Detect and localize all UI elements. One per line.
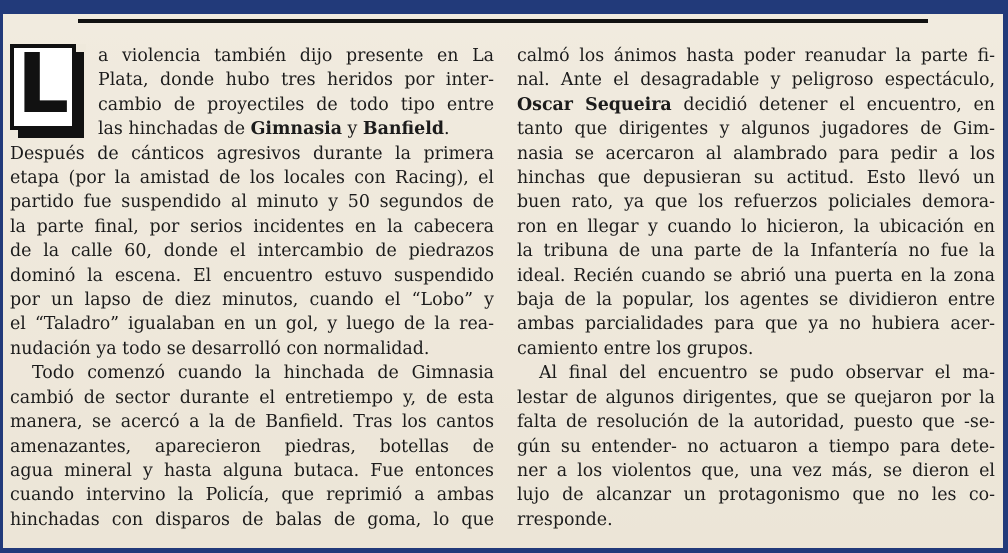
article-line: gún su entender- no actuaron a tiempo para dete-	[517, 436, 995, 457]
article-column-left	[10, 44, 494, 532]
article-line	[98, 117, 494, 141]
article-line: el “Taladro” igualaban en un gol, y luego de la rea-	[10, 314, 494, 335]
bold-name: Oscar Sequeira	[517, 94, 672, 115]
article-line: rresponde.	[517, 509, 613, 530]
article-line: hinchadas con disparos de balas de goma, lo que	[10, 509, 494, 530]
newspaper-clipping	[3, 14, 1003, 548]
drop-cap-letter: L	[16, 37, 70, 132]
article-line: agua mineral y hasta alguna butaca. Fue entonces	[10, 460, 494, 481]
top-rule	[78, 19, 928, 23]
article-line: lujo de alcanzar un protagonismo que no les co-	[517, 485, 995, 506]
article-line: cuando intervino la Policía, que reprimió a ambas	[10, 485, 494, 506]
article-line: Todo comenzó cuando la hinchada de Gimnasia	[32, 363, 494, 384]
bold-name: Gimnasia	[250, 119, 342, 140]
article-line: Al final del encuentro se pudo observar el ma-	[539, 363, 995, 384]
article-line: ideal. Recién cuando se abrió una puerta en la zona	[517, 265, 995, 286]
article-line: cambio de proyectiles de todo tipo entre	[98, 94, 494, 115]
article-line: calmó los ánimos hasta poder reanudar la parte fi-	[517, 46, 995, 66]
article-line: la parte final, por serios incidentes en la cabecera	[10, 216, 494, 237]
article-line: Plata, donde hubo tres heridos por inter-	[98, 70, 494, 91]
article-column-right	[517, 44, 995, 532]
article-line: la tribuna de una parte de la Infantería no fue la	[517, 241, 995, 262]
article-line: amenazantes, aparecieron piedras, botellas de	[10, 436, 494, 457]
article-line: a violencia también dijo presente en La	[98, 46, 494, 66]
article-line: etapa (por la amistad de los locales con Racing), el	[10, 168, 494, 189]
article-text: .	[443, 119, 450, 140]
article-line: manera, se acercó a la de Banfield. Tras los cantos	[10, 412, 494, 433]
article-line: baja de la popular, los agentes se dividieron entre	[517, 290, 995, 311]
article-line	[517, 93, 995, 117]
article-line: falta de resolución de la autoridad, puesto que -se-	[517, 412, 995, 433]
article-line: de la calle 60, donde el intercambio de piedrazos	[10, 241, 494, 262]
article-line: ron en llegar y cuando lo hicieron, la ubicación en	[517, 216, 995, 237]
article-line: cambió de sector durante el entretiempo y, de esta	[10, 387, 494, 408]
article-line: ner a los violentos que, una vez más, se dieron el	[517, 460, 995, 481]
article-line: Después de cánticos agresivos durante la primera	[10, 143, 494, 164]
article-line: camiento entre los grupos.	[517, 338, 754, 359]
article-line: dominó la escena. El encuentro estuvo suspendido	[10, 265, 494, 286]
article-line: partido fue suspendido al minuto y 50 segundos de	[10, 192, 494, 213]
article-text: decidió detener el encuentro, en	[671, 94, 995, 115]
article-text: las hinchadas de	[98, 119, 251, 140]
article-line: buen rato, ya que los refuerzos policiales demora-	[517, 192, 995, 213]
bold-name: Banfield	[362, 119, 444, 140]
article-line: por un lapso de diez minutos, cuando el “Lobo” y	[10, 290, 494, 311]
article-line: tanto que dirigentes y algunos jugadores de Gim-	[517, 119, 995, 140]
article-line: nal. Ante el desagradable y peligroso espectáculo,	[517, 70, 995, 91]
article-text: y	[342, 119, 363, 140]
article-line: hinchas que depusieran su actitud. Esto llevó un	[517, 168, 995, 189]
article-line: ambas parcialidades para que ya no hubiera acer-	[517, 314, 995, 335]
article-line: nudación ya todo se desarrolló con normalidad.	[10, 338, 430, 359]
article-line: nasia se acercaron al alambrado para pedir a los	[517, 143, 995, 164]
article-line: lestar de algunos dirigentes, que se quejaron por la	[517, 387, 995, 408]
